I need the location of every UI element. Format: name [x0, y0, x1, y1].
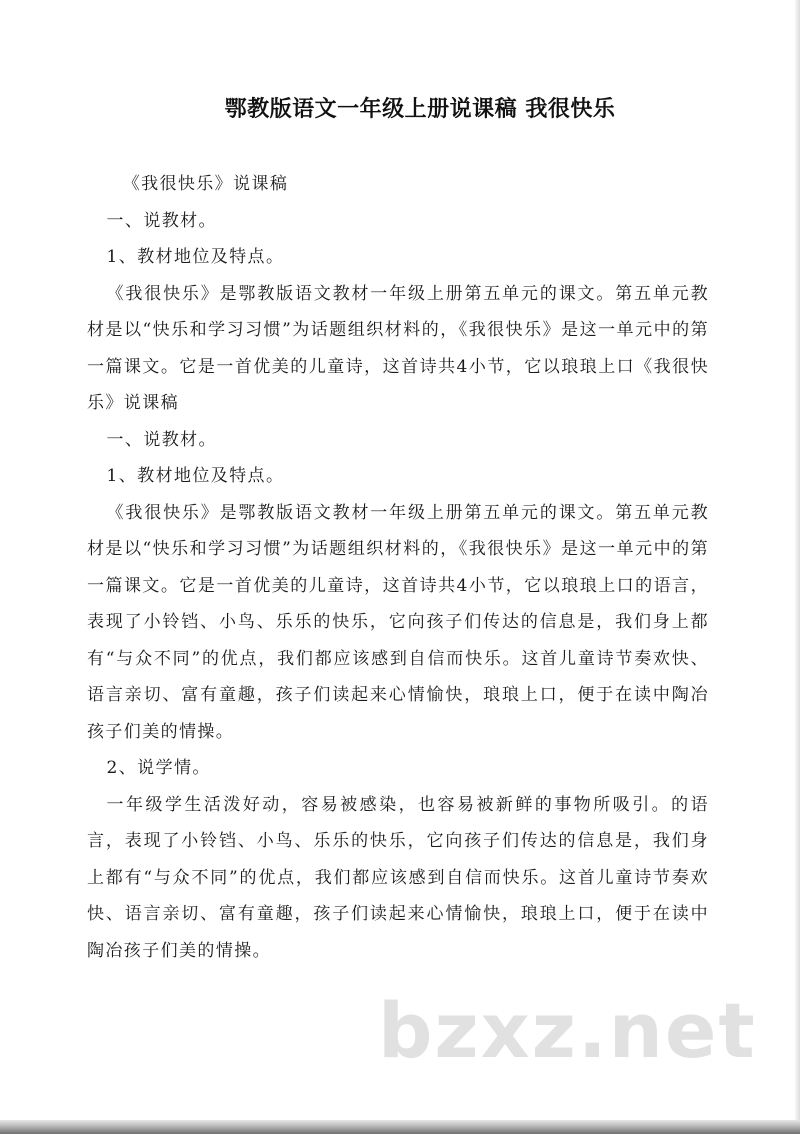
paragraph-subheading: 1、教材地位及特点。: [106, 247, 285, 267]
paragraph-heading: 一、说教材。: [106, 429, 217, 450]
watermark: bzxz.net: [378, 986, 757, 1075]
paragraph-text: 《我很快乐》是鄂教版语文教材一年级上册第五单元的课文。第五单元教材是以“快乐和学习习惯”为话题组织材料的，《我很快乐》是这一单元中的第一篇课文。它是一首优美的儿童诗，这首诗共4小节，它以琅琅上口的语言，表现了小铃铛、小鸟、乐乐的快乐，它向孩子们传达的信息是，我们身上都有“与众不同”的优点，我们都应该感到自信而快乐。这首儿童诗节奏欢快、语言亲切、富有童趣，孩子们读起来心情愉快，琅琅上口，便于在读中陶冶孩子们美的情操。: [87, 502, 709, 742]
document-body: [87, 166, 709, 969]
paragraph-text: 《我很快乐》是鄂教版语文教材一年级上册第五单元的课文。第五单元教材是以“快乐和学习习惯”为话题组织材料的，《我很快乐》是这一单元中的第一篇课文。它是一首优美的儿童诗，这首诗共4小节，它以琅琅上口《我很快乐》说课稿: [87, 283, 709, 413]
paragraph-subheading: 2、说学情。: [106, 758, 211, 778]
document-title: 鄂教版语文一年级上册说课稿 我很快乐: [224, 97, 616, 122]
paragraph-subtitle: 《我很快乐》说课稿: [122, 174, 289, 194]
page-edge-shadow: [794, 0, 800, 1134]
paragraph-heading: 一、说教材。: [106, 210, 217, 231]
paragraph-text: 一年级学生活泼好动，容易被感染，也容易被新鲜的事物所吸引。的语言，表现了小铃铛、小鸟、乐乐的快乐，它向孩子们传达的信息是，我们身上都有“与众不同”的优点，我们都应该感到自信而快乐。这首儿童诗节奏欢快、语言亲切、富有童趣，孩子们读起来心情愉快，琅琅上口，便于在读中陶冶孩子们美的情操。: [87, 794, 709, 961]
page-bottom-shadow: [0, 1120, 800, 1134]
paragraph-subheading: 1、教材地位及特点。: [106, 466, 285, 486]
